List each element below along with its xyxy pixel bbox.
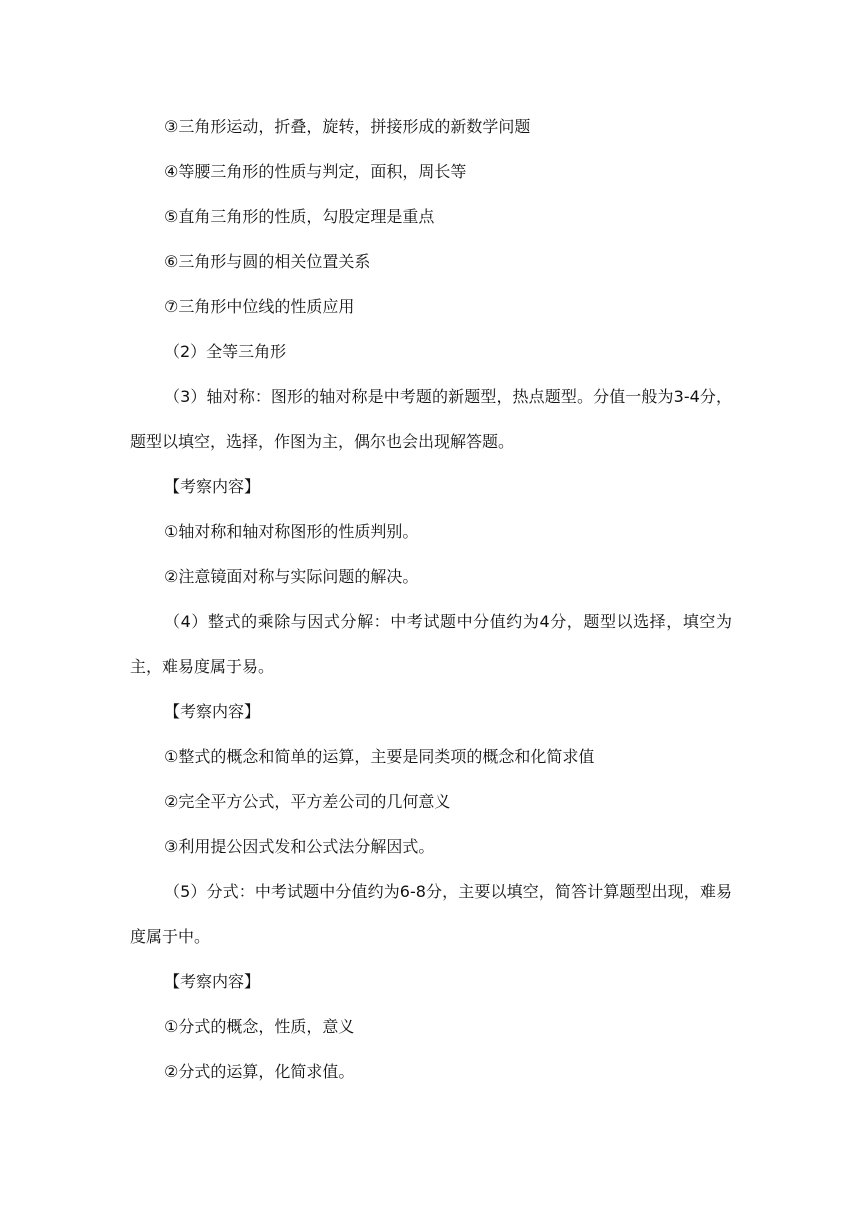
paragraph-triangle-motion: ③三角形运动，折叠，旋转，拼接形成的新数学问题 [164,117,531,136]
exam-content-label: 【考察内容】 [164,702,261,721]
exam-content-label: 【考察内容】 [164,972,261,991]
paragraph-symmetry-properties: ①轴对称和轴对称图形的性质判别。 [164,522,419,541]
paragraph-factorization-methods: ③利用提公因式发和公式法分解因式。 [164,837,435,856]
paragraph-polynomial-concepts: ①整式的概念和简单的运算，主要是同类项的概念和化简求值 [164,747,595,766]
section-heading-congruent-triangles: （2）全等三角形 [164,342,287,361]
paragraph-midline: ⑦三角形中位线的性质应用 [164,297,355,316]
exam-content-label: 【考察内容】 [164,477,261,496]
paragraph-square-formulas: ②完全平方公式，平方差公司的几何意义 [164,792,451,811]
paragraph-triangle-circle: ⑥三角形与圆的相关位置关系 [164,252,371,271]
paragraph-right-triangle: ⑤直角三角形的性质，勾股定理是重点 [164,207,435,226]
document-body [130,104,732,1094]
paragraph-fraction-concepts: ①分式的概念，性质，意义 [164,1017,355,1036]
paragraph-mirror-symmetry: ②注意镜面对称与实际问题的解决。 [164,567,419,586]
paragraph-isosceles-triangle: ④等腰三角形的性质与判定，面积，周长等 [164,162,467,181]
section-heading-axial-symmetry: （3）轴对称：图形的轴对称是中考题的新题型，热点题型。分值一般为3-4分，题型以填空，选择，作图为主，偶尔也会出现解答题。 [130,387,732,451]
paragraph-fraction-operations: ②分式的运算，化简求值。 [164,1062,355,1081]
section-heading-fractions: （5）分式：中考试题中分值约为6-8分，主要以填空，简答计算题型出现，难易度属于中。 [130,882,732,946]
section-heading-polynomial-factorization: （4）整式的乘除与因式分解：中考试题中分值约为4分，题型以选择，填空为主，难易度属于易。 [130,612,732,676]
